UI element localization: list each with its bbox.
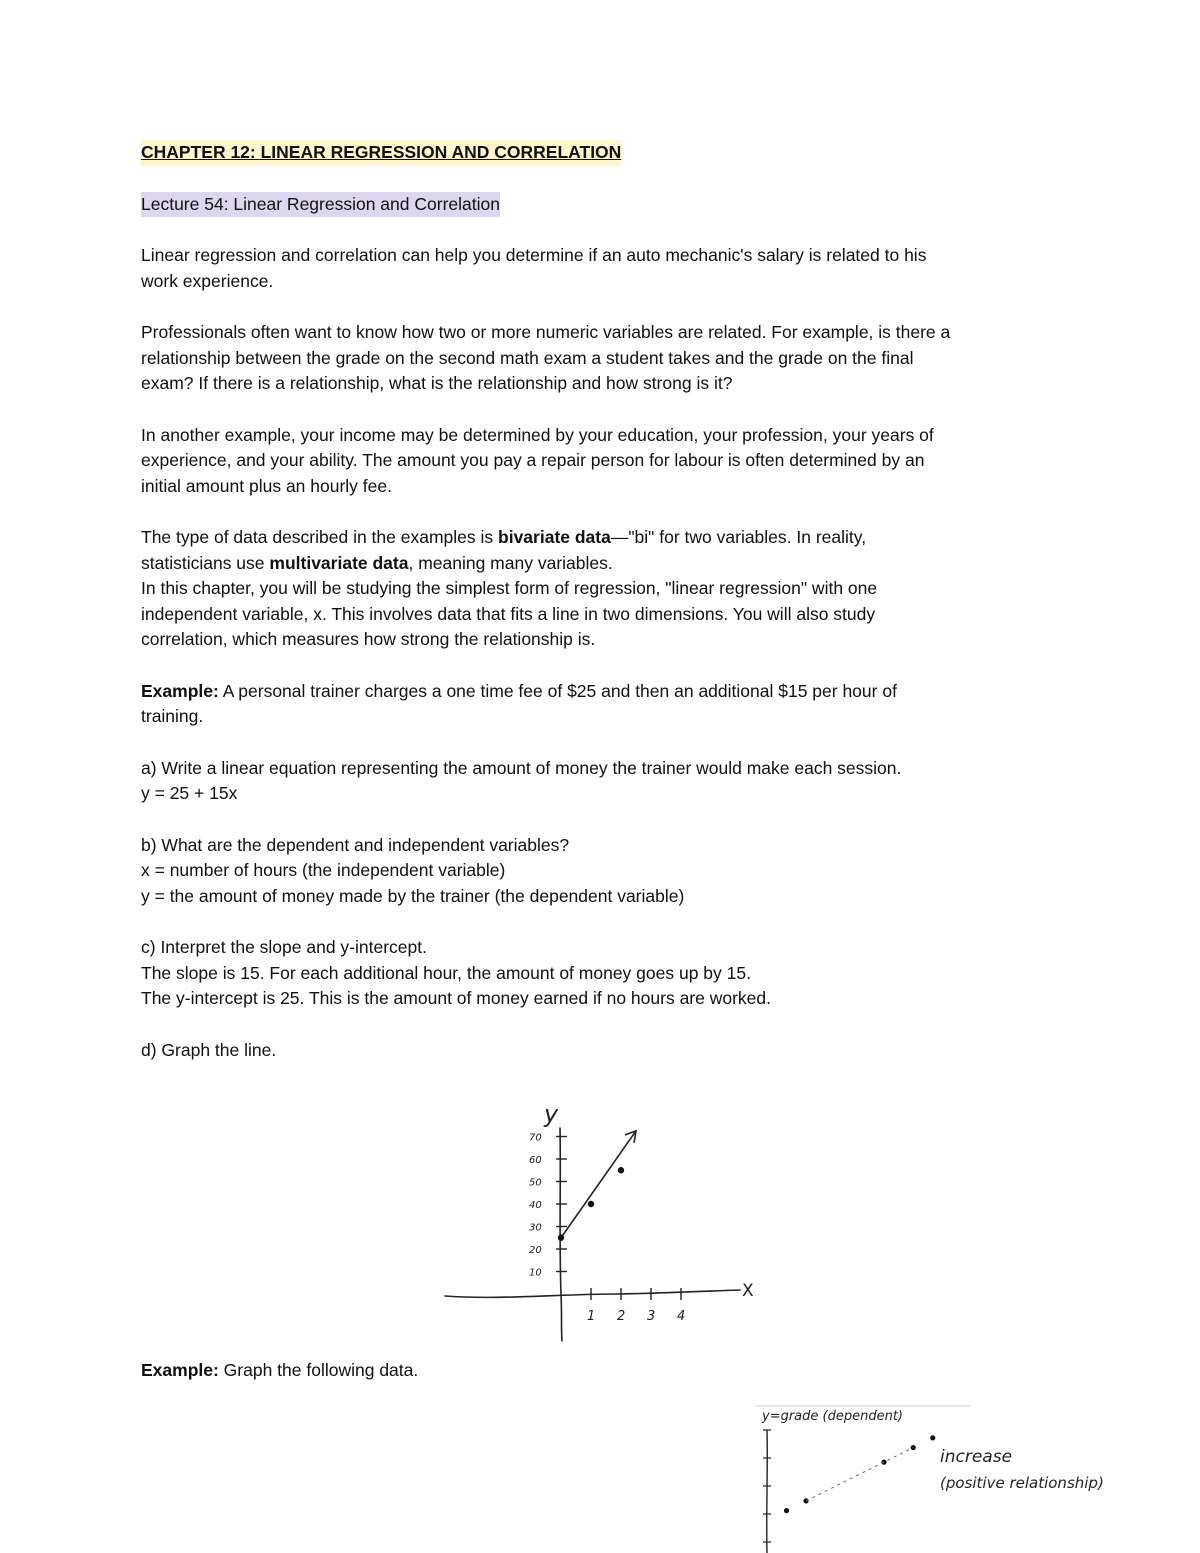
para4-line-4: independent variable, x. This involves data that fits a line in two dimensions. You will also study (141, 603, 876, 624)
example1-line-1: Example: A personal trainer charges a one time fee of $25 and then an additional $15 per hour of (141, 680, 897, 701)
example-label: Example: (141, 680, 219, 701)
note-line-1: increase (940, 1447, 1013, 1467)
y-tick-label: 40 (529, 1200, 542, 1211)
y-tick-label: 50 (529, 1177, 542, 1189)
x-tick-label: 2 (617, 1309, 626, 1324)
line-graph-sketch (440, 1098, 770, 1348)
question-a: a) Write a linear equation representing the amount of money the trainer would make each session. (141, 757, 902, 778)
answer-b-1: x = number of hours (the independent variable) (141, 860, 506, 880)
scatter-sketch (750, 1400, 1110, 1553)
y-tick-label: 70 (529, 1132, 542, 1144)
y-tick-label: 10 (529, 1267, 542, 1279)
para3-line-3: initial amount plus an hourly fee. (141, 475, 392, 496)
question-b: b) What are the dependent and independent variables? (141, 834, 570, 855)
y-axis-label: y=grade (dependent) (762, 1409, 904, 1424)
data-point (618, 1167, 624, 1173)
y-tick-label: 30 (529, 1222, 542, 1234)
example2-line: Example: Graph the following data. (141, 1360, 419, 1380)
lecture-title: Lecture 54: Linear Regression and Correlation (141, 192, 500, 218)
para2-line-3: exam? If there is a relationship, what is the relationship and how strong is it? (141, 373, 733, 393)
regression-line (561, 1131, 636, 1238)
x-tick-label: 1 (587, 1309, 596, 1324)
answer-c-1: The slope is 15. For each additional hour, the amount of money goes up by 15. (141, 962, 751, 983)
para4-line-1: The type of data described in the examples is bivariate data—"bi" for two variables. In reality, (141, 527, 867, 547)
y-axis (560, 1128, 562, 1341)
para2-line-1: Professionals often want to know how two or more numeric variables are related. For example, is there a (141, 322, 951, 342)
data-point (558, 1235, 564, 1241)
para3-line-1: In another example, your income may be determined by your education, your profession, your years of (141, 424, 934, 445)
question-d: d) Graph the line. (141, 1039, 277, 1060)
note-line-2: (positive relationship) (940, 1474, 1104, 1492)
document-page (141, 140, 1061, 1063)
para4-line-3: In this chapter, you will be studying the simplest form of regression, "linear regression" with one (141, 578, 878, 598)
para2-line-2: relationship between the grade on the second math exam a student takes and the grade on the final (141, 347, 914, 368)
para4-line-5: correlation, which measures how strong the relationship is. (141, 629, 596, 649)
trend-hint (806, 1448, 913, 1501)
intro-line-1: Linear regression and correlation can help you determine if an auto mechanic's salary is related to his (141, 245, 927, 265)
answer-c-2: The y-intercept is 25. This is the amount of money earned if no hours are worked. (141, 988, 771, 1008)
para3-line-2: experience, and your ability. The amount you pay a repair person for labour is often determined by an (141, 450, 925, 470)
y-axis (767, 1430, 768, 1553)
scatter-point (784, 1508, 789, 1513)
intro-line-2: work experience. (141, 270, 274, 291)
example1-line-2: training. (141, 706, 204, 726)
data-point (588, 1201, 594, 1207)
y-tick-label: 60 (529, 1155, 542, 1166)
chapter-title: CHAPTER 12: LINEAR REGRESSION AND CORRELATION (141, 140, 621, 166)
x-axis-label: X (742, 1281, 754, 1301)
scatter-point (803, 1498, 808, 1503)
example-label-2: Example: (141, 1360, 219, 1380)
x-axis (445, 1290, 740, 1297)
para4-line-2: statisticians use multivariate data, meaning many variables. (141, 552, 613, 573)
example2-block (141, 1358, 1061, 1384)
y-axis-label: y (544, 1100, 559, 1128)
answer-a: y = 25 + 15x (141, 783, 238, 803)
x-tick-label: 4 (677, 1309, 686, 1324)
multivariate-term: multivariate data (269, 552, 409, 573)
scatter-point (930, 1435, 935, 1440)
question-c: c) Interpret the slope and y-intercept. (141, 937, 427, 957)
y-tick-label: 20 (529, 1245, 542, 1256)
scatter-point (881, 1460, 886, 1465)
x-tick-label: 3 (647, 1309, 656, 1324)
answer-b-2: y = the amount of money made by the trainer (the dependent variable) (141, 885, 685, 906)
bivariate-term: bivariate data (498, 527, 611, 547)
